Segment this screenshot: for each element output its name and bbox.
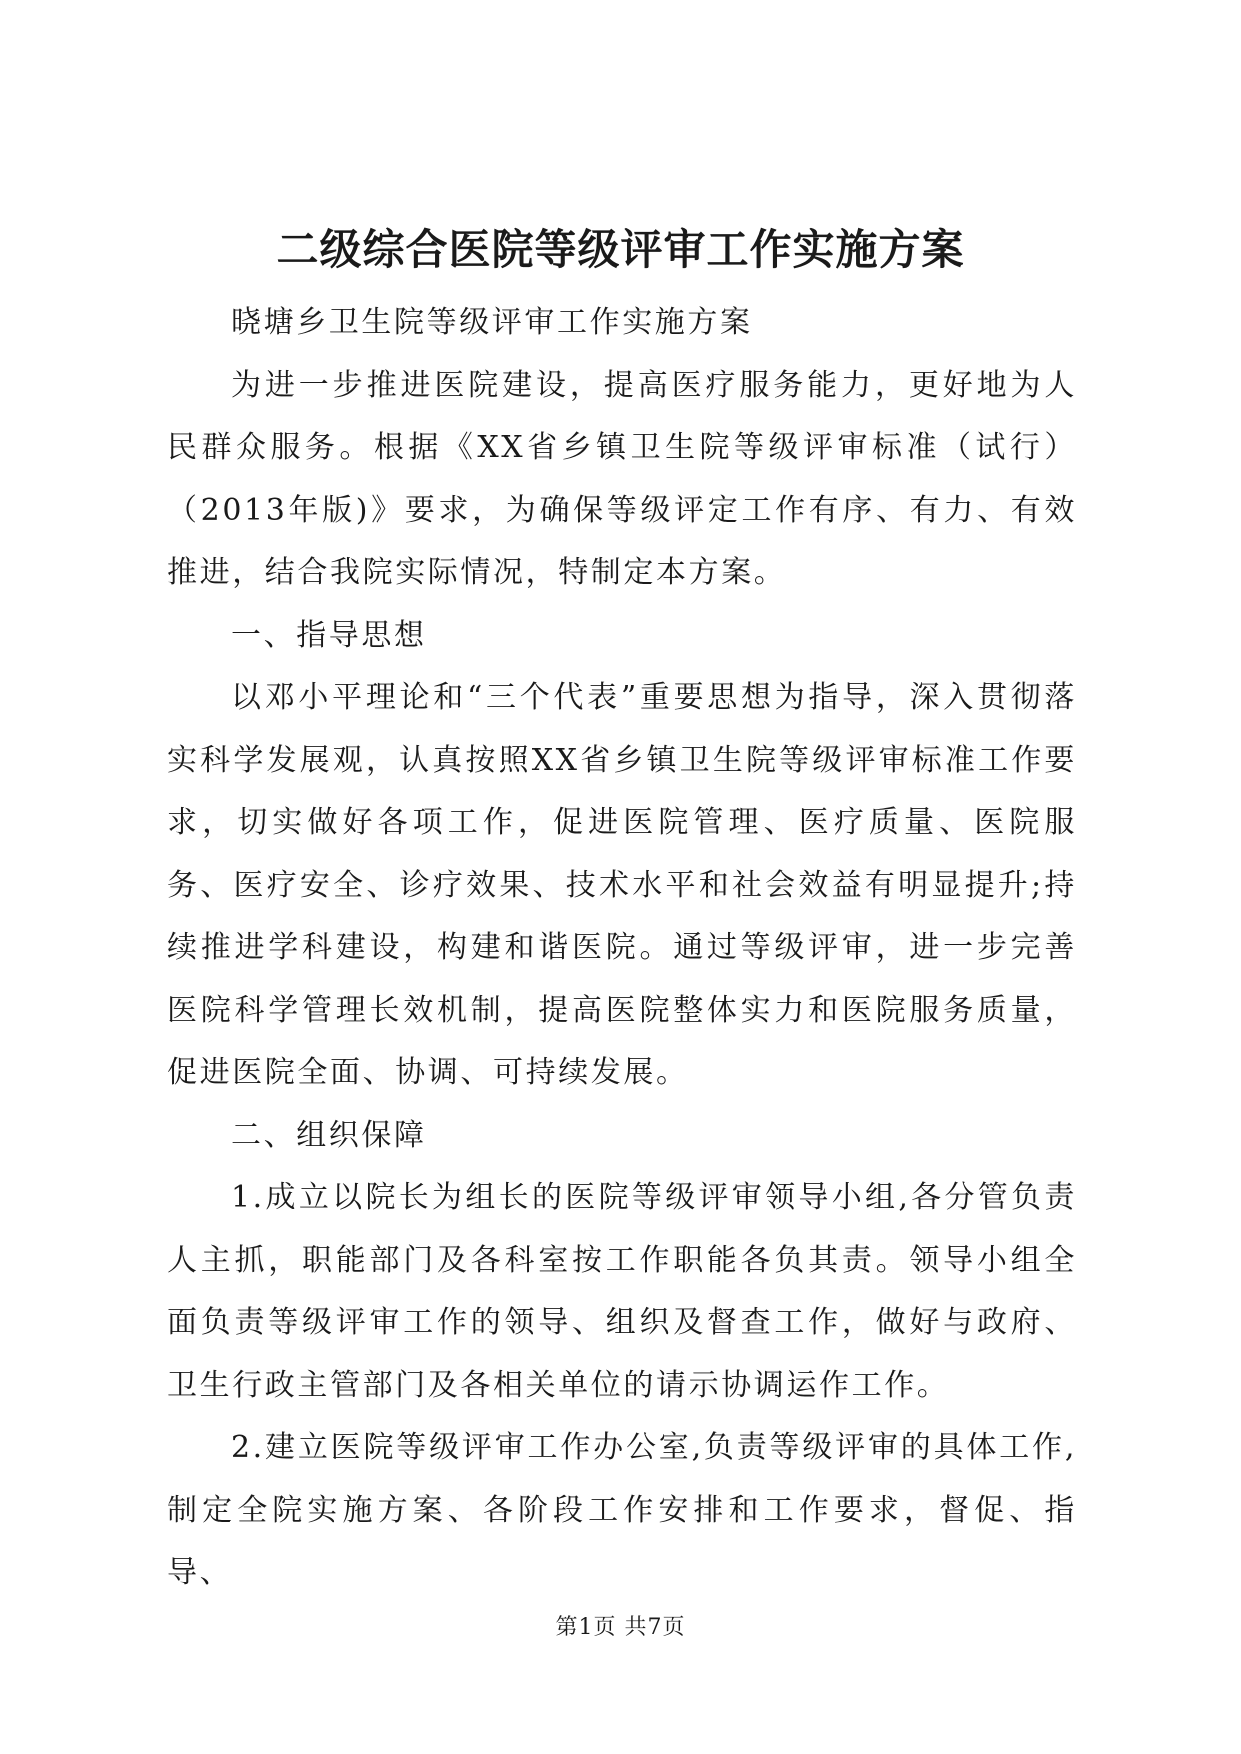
- organization-item-2: 2.建立医院等级评审工作办公室,负责等级评审的具体工作,制定全院实施方案、各阶段工作安排和工作要求，督促、指导、: [167, 1430, 1077, 1590]
- subtitle-paragraph: 晓塘乡卫生院等级评审工作实施方案: [231, 305, 753, 340]
- section-heading-organization: 二、组织保障: [231, 1117, 427, 1153]
- intro-paragraph: 为进一步推进医院建设，提高医疗服务能力，更好地为人民群众服务。根据《XX省乡镇卫生院等级评审标准（试行）（2013年版)》要求，为确保等级评定工作有序、有力、有效推进，结合我院实际情况，特制定本方案。: [167, 367, 1077, 590]
- document-title: 二级综合医院等级评审工作实施方案: [276, 225, 965, 274]
- section-heading-guiding-ideology: 一、指导思想: [231, 617, 427, 653]
- organization-item-1: 1.成立以院长为组长的医院等级评审领导小组,各分管负责人主抓，职能部门及各科室按工作职能各负其责。领导小组全面负责等级评审工作的领导、组织及督查工作，做好与政府、卫生行政主管部门及各相关单位的请示协调运作工作。: [167, 1180, 1077, 1403]
- page-number-footer: 第1页 共7页: [555, 1615, 686, 1640]
- guiding-ideology-paragraph: 以邓小平理论和“三个代表”重要思想为指导，深入贯彻落实科学发展观，认真按照XX省乡镇卫生院等级评审标准工作要求，切实做好各项工作，促进医院管理、医疗质量、医院服务、医疗安全、诊疗效果、技术水平和社会效益有明显提升;持续推进学科建设，构建和谐医院。通过等级评审，进一步完善医院科学管理长效机制，提高医院整体实力和医院服务质量，促进医院全面、协调、可持续发展。: [167, 680, 1077, 1090]
- document-body: [167, 292, 1077, 1605]
